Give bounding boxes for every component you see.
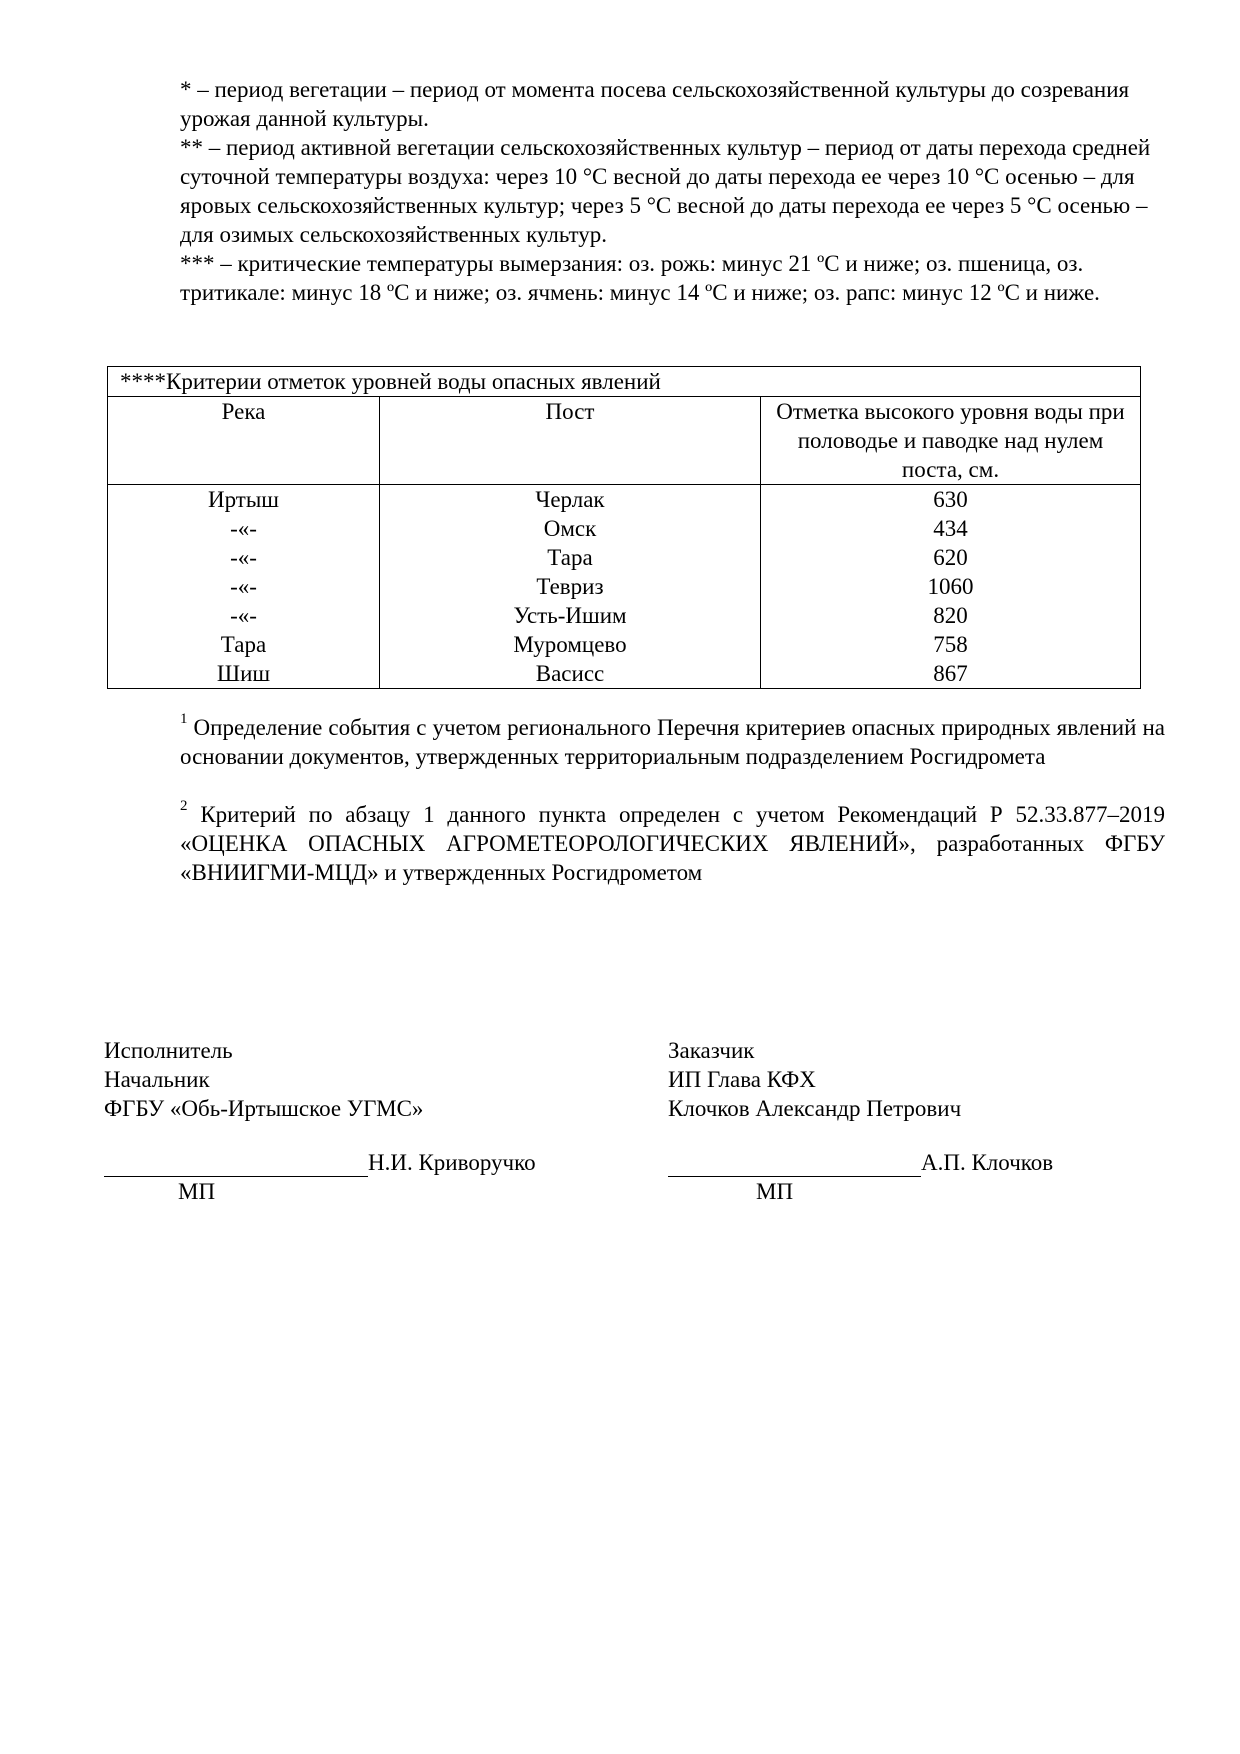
table-row [108, 572, 1141, 601]
table-row [108, 543, 1141, 572]
customer-stamp-place: МП [756, 1179, 794, 1204]
customer-signature-row [668, 1148, 1128, 1177]
executor-signature-line [104, 1154, 368, 1177]
table-row [108, 485, 1141, 515]
note-critical-temperatures: *** – критические температуры вымерзания: оз. рожь: минус 21 ºС и ниже; оз. пшеница, оз. тритикале: минус 18 ºС и ниже; оз. ячмень: минус 14 ºС и ниже; оз. рапс: минус 12 ºС и ниже. [180, 251, 1100, 305]
footnote-mark: 1 [180, 711, 188, 728]
customer-name: А.П. Клочков [921, 1150, 1054, 1175]
footnote-1 [180, 713, 1165, 771]
cell-post: Усть-Ишим [380, 601, 761, 630]
cell-water-level: 630 [761, 485, 1141, 515]
water-levels-table [107, 366, 1141, 689]
table-row [108, 601, 1141, 630]
cell-post: Тара [380, 543, 761, 572]
column-header-post: Пост [380, 397, 761, 485]
cell-water-level: 1060 [761, 572, 1141, 601]
cell-water-level: 758 [761, 630, 1141, 659]
table-row [108, 659, 1141, 689]
cell-post: Муромцево [380, 630, 761, 659]
column-header-river: Река [108, 397, 380, 485]
cell-water-level: 867 [761, 659, 1141, 689]
executor-signature-block [104, 1036, 564, 1206]
cell-river: Тара [108, 630, 380, 659]
table-row [108, 630, 1141, 659]
table-row [108, 514, 1141, 543]
executor-stamp-place: МП [178, 1179, 216, 1204]
customer-role: Заказчик [668, 1038, 755, 1063]
executor-name: Н.И. Криворучко [368, 1150, 536, 1175]
executor-organization: ФГБУ «Обь-Иртышское УГМС» [104, 1096, 424, 1121]
cell-water-level: 620 [761, 543, 1141, 572]
cell-post: Черлак [380, 485, 761, 515]
table-header-row [108, 397, 1141, 485]
cell-river: Шиш [108, 659, 380, 689]
cell-water-level: 434 [761, 514, 1141, 543]
footnote-2 [180, 800, 1165, 887]
footnote-text: Критерий по абзацу 1 данного пункта определен с учетом Рекомендаций Р 52.33.877–2019 «ОЦЕНКА ОПАСНЫХ АГРОМЕТЕОРОЛОГИЧЕСКИХ ЯВЛЕНИЙ», разработанных ФГБУ «ВНИИГМИ-МЦД» и утвержденных Росгидрометом [180, 802, 1165, 885]
cell-river: -«- [108, 514, 380, 543]
customer-organization: Клочков Александр Петрович [668, 1096, 962, 1121]
cell-river: Иртыш [108, 485, 380, 515]
cell-river: -«- [108, 572, 380, 601]
column-header-water-level: Отметка высокого уровня воды при половодье и паводке над нулем поста, см. [761, 397, 1141, 485]
footnotes [180, 713, 1165, 916]
table-caption: ****Критерии отметок уровней воды опасных явлений [108, 367, 1141, 397]
cell-post: Васисс [380, 659, 761, 689]
executor-role: Исполнитель [104, 1038, 233, 1063]
cell-water-level: 820 [761, 601, 1141, 630]
note-vegetation-period: * – период вегетации – период от момента посева сельскохозяйственной культуры до созревания урожая данной культуры. [180, 77, 1130, 131]
vegetation-notes [180, 75, 1165, 307]
note-active-vegetation-period: ** – период активной вегетации сельскохозяйственных культур – период от даты перехода средней суточной температуры воздуха: через 10 °С весной до даты перехода ее через 10 °С осенью – для яровых сельскохозяйственных культур; через 5 °С весной до даты перехода ее через 5 °С осенью – для озимых сельскохозяйственных культур. [180, 135, 1151, 247]
cell-post: Омск [380, 514, 761, 543]
executor-signature-row [104, 1148, 564, 1177]
cell-river: -«- [108, 543, 380, 572]
footnote-text: Определение события с учетом регионального Перечня критериев опасных природных явлений на основании документов, утвержденных территориальным подразделением Росгидромета [180, 715, 1165, 769]
customer-position: ИП Глава КФХ [668, 1067, 816, 1092]
customer-signature-block [668, 1036, 1128, 1206]
cell-post: Тевриз [380, 572, 761, 601]
table-caption-row [108, 367, 1141, 397]
customer-signature-line [668, 1154, 921, 1177]
footnote-mark: 2 [180, 798, 188, 815]
cell-river: -«- [108, 601, 380, 630]
water-levels-table-section [107, 366, 1140, 689]
executor-position: Начальник [104, 1067, 210, 1092]
